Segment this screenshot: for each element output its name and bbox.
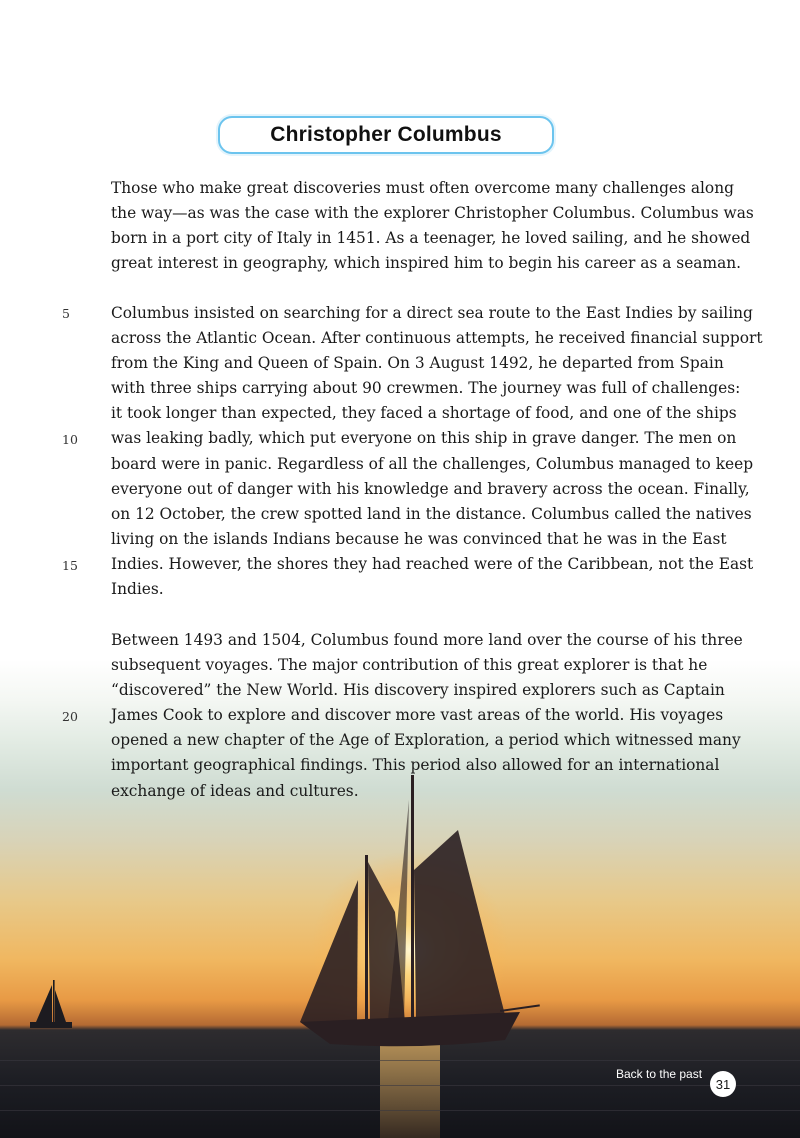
text-line: across the Atlantic Ocean. After continuous attempts, he received financial support [111, 329, 763, 348]
text-line: great interest in geography, which inspired him to begin his career as a seaman. [111, 254, 742, 273]
paragraph-3 [111, 628, 743, 804]
page-number: 31 [710, 1071, 736, 1097]
text-line: Indies. However, the shores they had reached were of the Caribbean, not the East [111, 554, 754, 573]
text-line: Those who make great discoveries must often overcome many challenges along [111, 179, 734, 197]
line-number: 20 [62, 709, 78, 724]
text-line: exchange of ideas and cultures. [111, 781, 359, 800]
text-line: was leaking badly, which put everyone on this ship in grave danger. The men on [111, 429, 737, 448]
text-line: board were in panic. Regardless of all the challenges, Columbus managed to keep [111, 454, 754, 473]
text-line: from the King and Queen of Spain. On 3 August 1492, he departed from Spain [111, 354, 724, 373]
text-line: with three ships carrying about 90 crewmen. The journey was full of challenges: [111, 379, 741, 398]
text-line: on 12 October, the crew spotted land in the distance. Columbus called the natives [111, 504, 752, 523]
text-line: Indies. [111, 580, 164, 599]
paragraph-2 [111, 301, 763, 602]
text-line: everyone out of danger with his knowledge and bravery across the ocean. Finally, [111, 479, 750, 498]
footer-section-label: Back to the past [616, 1067, 703, 1081]
text-line: subsequent voyages. The major contribution of this great explorer is that he [111, 656, 708, 675]
title-box [218, 116, 554, 154]
text-line: Between 1493 and 1504, Columbus found more land over the course of his three [111, 631, 743, 649]
article-title: Christopher Columbus [270, 123, 502, 146]
line-number: 15 [62, 558, 78, 573]
text-line: Columbus insisted on searching for a direct sea route to the East Indies by sailing [111, 304, 753, 322]
paragraph-1 [111, 176, 754, 276]
line-number: 5 [62, 306, 70, 321]
text-line: opened a new chapter of the Age of Exploration, a period which witnessed many [111, 731, 741, 750]
text-line: it took longer than expected, they faced a shortage of food, and one of the ships [111, 404, 737, 423]
text-line: living on the islands Indians because he was convinced that he was in the East [111, 529, 727, 548]
text-line: born in a port city of Italy in 1451. As a teenager, he loved sailing, and he showed [111, 229, 751, 248]
line-number: 10 [62, 432, 78, 447]
text-line: “discovered” the New World. His discovery inspired explorers such as Captain [111, 681, 725, 700]
text-line: James Cook to explore and discover more vast areas of the world. His voyages [111, 706, 724, 725]
text-line: important geographical findings. This period also allowed for an international [111, 756, 720, 775]
text-line: the way—as was the case with the explorer Christopher Columbus. Columbus was [111, 204, 754, 223]
